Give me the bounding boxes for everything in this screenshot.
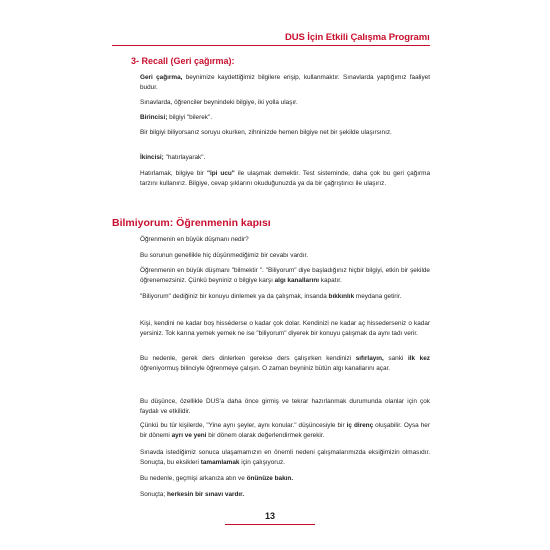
paragraph (140, 153, 430, 163)
text-run: bilgiyi "bilerek". (167, 114, 213, 121)
text-run: sanki (383, 355, 408, 362)
text-run: kapatır. (319, 276, 342, 284)
paragraph (140, 128, 430, 138)
bold-text: ayrı ve yeni (171, 431, 207, 439)
paragraph (140, 235, 430, 245)
bold-text: iç direnç (346, 422, 374, 429)
text-run: Bir bilgiyi biliyorsanız soruyu okurken, zihninizde hemen bilgiye net bir şekilde ulaşırsınız. (140, 129, 392, 136)
text-run: oluşabilir. Oysa her bir dönemi (140, 422, 430, 439)
paragraph (140, 266, 430, 286)
bold-text: bıkkınlık (328, 293, 355, 300)
text-run: Bu nedenle, geçmişi arkanıza atın ve (140, 475, 247, 482)
bold-text: "ipi ucu" (206, 170, 235, 177)
section-title-bilmiyorum: Bilmiyorum: Öğrenmenin kapısı (112, 217, 271, 229)
text-run: Sonuçta; (140, 491, 168, 498)
paragraph (140, 319, 430, 339)
bold-text: önünüze bakın. (246, 475, 294, 482)
text-run: Hatırlamak, bilgiye bir (140, 170, 207, 177)
text-run: beynimize kaydettiğimiz bilgilere erişip, kullanmaktır. Sınavlarda yaptığımız faaliyet budur. (140, 74, 430, 91)
text-run: Bu nedenle, gerek ders dinlerken gerekse ders çalışırken kendinizi (140, 355, 356, 362)
paragraph (140, 354, 430, 374)
text-run: "hatırlayarak". (163, 154, 206, 161)
paragraph (140, 448, 430, 468)
text-run: meydana getirir. (354, 293, 402, 300)
bold-text: tamamlamak (200, 458, 240, 466)
bold-text: algı kanallarını (274, 276, 320, 284)
paragraph (140, 490, 430, 500)
text-run: Bu düşünce, özellikle DUS'a daha önce girmiş ve tekrar hazırlanmak durumunda olanlar için çok faydalı ve etkilidir. (140, 398, 430, 415)
paragraph (140, 292, 430, 302)
paragraph (140, 397, 430, 417)
paragraph (140, 474, 430, 484)
header-rule (112, 45, 430, 46)
text-run: "Biliyorum" dediğiniz bir konuyu dinlemek ya da çalışmak, insanda (140, 293, 329, 300)
paragraph (140, 73, 430, 93)
running-header: DUS İçin Etkili Çalışma Programı (285, 32, 430, 43)
text-run: ile ulaşmak demektir. Test sisteminde, daha çok bu geri çağırma tarzını kullanırız. Bilgiye, cevap şıklarını okuduğunuzda ya da bir çağrıştırıcı ile ulaşırız. (140, 170, 431, 187)
bold-text: İkincisi; (140, 154, 164, 161)
text-run: Öğrenmenin en büyük düşmanı "bilmektir ". "Biliyorum" diye başladığınız hiçbir bilgiyi, etkin bir şekilde öğrenemezsiniz. Çünkü beyniniz o bilgiye karşı (140, 267, 430, 284)
bold-text: sıfırlayın, (355, 355, 384, 362)
text-run: için çalışıyoruz. (239, 458, 285, 466)
text-run: Bu sorunun genellikle hiç düşünmediğimiz bir cevabı vardır. (140, 252, 309, 259)
bold-text: Geri çağırma, (140, 74, 183, 81)
paragraph (140, 421, 430, 441)
paragraph (140, 251, 430, 261)
paragraph (140, 98, 430, 108)
bold-text: herkesin bir sınavı vardır. (167, 491, 245, 498)
footer-rule (225, 524, 315, 525)
text-run: öğreniyormuş bilinciyle öğrenmeye çalışın. O zaman beyniniz bütün algı kanallarını açar. (140, 364, 391, 372)
text-run: Sınavda istediğimiz sonuca ulaşamamızın en önemli nedeni çalışmalarımızda eksiğimizin olmasıdır. Sonuçta, bu eksikleri (140, 449, 430, 466)
bold-text: Birincisi; (140, 114, 168, 121)
page-number: 13 (264, 511, 275, 521)
text-run: Çünkü bu tür kişilerde, "Yine aynı şeyler, aynı konular." düşüncesiyle bir (140, 422, 347, 429)
text-run: Kişi, kendini ne kadar boş hisséderse o kadar çok dolar. Kendinizi ne kadar aç hissederseniz o kadar yersiniz. Tok karına yemek yemek ne ise "biliyorum" diyerek bir konuyu çalışmak da aynı tadı verir. (140, 320, 430, 337)
text-run: bir dönem olarak değerlendirmek gerekir. (206, 431, 325, 439)
bold-text: ilk kez (407, 355, 430, 362)
text-run: Öğrenmenin en büyük düşmanı nedir? (140, 236, 249, 243)
paragraph (140, 169, 430, 189)
paragraph (140, 113, 430, 123)
section-title-recall: 3- Recall (Geri çağırma): (131, 56, 235, 66)
text-run: Sınavlarda, öğrenciler beynindeki bilgiye, iki yolla ulaşır. (140, 99, 298, 106)
